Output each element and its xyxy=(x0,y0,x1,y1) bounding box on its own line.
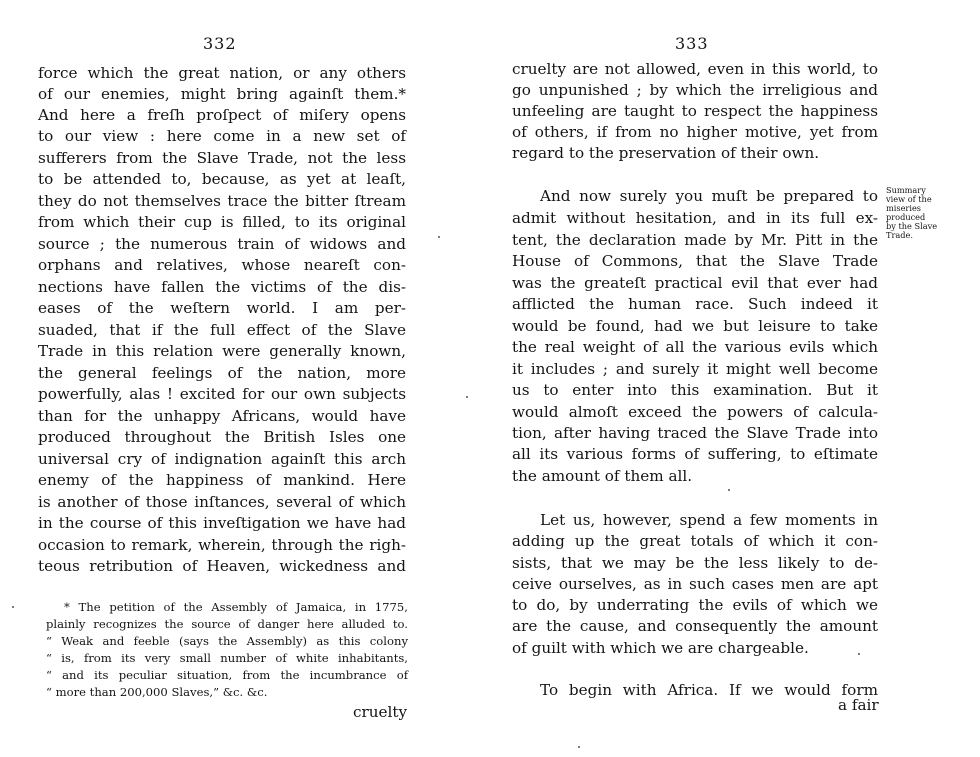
text-line: ceive ourselves, as in such cases men are apt xyxy=(512,575,878,593)
text-line: was the greateſt practical evil that ever had xyxy=(512,274,878,292)
text-line: teous retribution of Heaven, wickedness and xyxy=(38,557,406,575)
text-line: universal cry of indignation againſt this arch xyxy=(38,450,406,468)
text-line: than for the unhappy Africans, would have xyxy=(38,407,406,425)
marginal-note-line: view of the xyxy=(886,194,932,204)
text-line: occasion to remark, wherein, through the righ- xyxy=(38,536,406,554)
text-line: it includes ; and surely it might well become xyxy=(512,360,878,378)
text-line: Let us, however, spend a few moments in xyxy=(540,511,878,529)
text-line: And now surely you muſt be prepared to xyxy=(540,187,878,205)
text-line: would be found, had we but leisure to take xyxy=(512,317,878,335)
text-line: to our view : here come in a new set of xyxy=(38,127,406,145)
text-line: admit without hesitation, and in its full ex- xyxy=(512,209,878,227)
marginal-note xyxy=(886,186,950,240)
page-number: 332 xyxy=(203,34,237,53)
marginal-note-line: by the Slave xyxy=(886,221,938,231)
footnote-line: plainly recognizes the source of danger here alluded to. xyxy=(46,617,408,631)
footnote-line: “ Weak and feeble (says the Assembly) as this colony xyxy=(46,634,408,648)
page-number: 333 xyxy=(675,34,709,53)
marginal-note-line: Summary xyxy=(886,185,926,195)
text-line: regard to the preservation of their own. xyxy=(512,144,820,162)
text-line: all its various forms of suffering, to eſtimate xyxy=(512,445,878,463)
catchword: cruelty xyxy=(353,703,408,721)
footnote-line: “ and its peculiar situation, from the incumbrance of xyxy=(46,668,408,682)
text-line: to do, by underrating the evils of which we xyxy=(512,596,878,614)
text-line: produced throughout the British Isles one xyxy=(38,428,406,446)
text-line: powerfully, alas ! excited for our own subjects xyxy=(38,385,406,403)
scan-speck xyxy=(578,746,580,748)
text-line: adding up the great totals of which it con- xyxy=(512,532,878,550)
text-line: the real weight of all the various evils which xyxy=(512,338,878,356)
text-line: would almoſt exceed the powers of calcula- xyxy=(512,403,878,421)
text-line: afflicted the human race. Such indeed it xyxy=(512,295,878,313)
text-line: they do not themselves trace the bitter ſtream xyxy=(38,192,406,210)
text-line: tent, the declaration made by Mr. Pitt in the xyxy=(512,231,878,249)
text-line: To begin with Africa. If we would form xyxy=(540,681,878,699)
text-line: tion, after having traced the Slave Trade into xyxy=(512,424,878,442)
text-line: enemy of the happiness of mankind. Here xyxy=(38,471,406,489)
text-line: of our enemies, might bring againſt them.* xyxy=(38,85,406,103)
text-line: suaded, that if the full effect of the Slave xyxy=(38,321,406,339)
marginal-note-line: miseries xyxy=(886,203,922,213)
text-line: source ; the numerous train of widows and xyxy=(38,235,406,253)
text-line: of guilt with which we are chargeable. xyxy=(512,639,809,657)
text-line: sists, that we may be the less likely to de- xyxy=(512,554,878,572)
text-line: the general feelings of the nation, more xyxy=(38,364,406,382)
text-line: are the cause, and consequently the amount xyxy=(512,617,878,635)
text-line: nections have fallen the victims of the dis- xyxy=(38,278,406,296)
text-line: unfeeling are taught to respect the happiness xyxy=(512,102,878,120)
text-line: And here a freſh proſpect of miſery opens xyxy=(38,106,406,124)
text-line: us to enter into this examination. But it xyxy=(512,381,878,399)
catchword: a fair xyxy=(838,696,879,714)
scan-speck xyxy=(438,236,440,238)
text-line: sufferers from the Slave Trade, not the less xyxy=(38,149,406,167)
text-line: eases of the weſtern world. I am per- xyxy=(38,299,406,317)
scan-speck xyxy=(12,606,14,608)
text-line: the amount of them all. xyxy=(512,467,693,485)
text-line: in the course of this inveſtigation we have had xyxy=(38,514,406,532)
scan-speck xyxy=(728,489,730,491)
text-line: House of Commons, that the Slave Trade xyxy=(512,252,878,270)
text-line: orphans and relatives, whose neareſt con- xyxy=(38,256,406,274)
text-line: is another of those inſtances, several of which xyxy=(38,493,406,511)
footnote-line: * The petition of the Assembly of Jamaica, in 1775, xyxy=(64,600,408,614)
text-line: go unpunished ; by which the irreligious and xyxy=(512,81,878,99)
scan-speck xyxy=(466,396,468,398)
footnote-line: “ is, from its very small number of white inhabitants, xyxy=(46,651,408,665)
text-line: cruelty are not allowed, even in this world, to xyxy=(512,60,878,78)
marginal-note-line: produced xyxy=(886,212,926,222)
text-line: from which their cup is filled, to its original xyxy=(38,213,406,231)
text-line: to be attended to, because, as yet at leaſt, xyxy=(38,170,406,188)
text-line: Trade in this relation were generally known, xyxy=(38,342,406,360)
text-line: force which the great nation, or any others xyxy=(38,64,406,82)
scan-speck xyxy=(858,653,860,655)
footnote-line: “ more than 200,000 Slaves,” &c. &c. xyxy=(46,685,268,699)
marginal-note-line: Trade. xyxy=(886,230,913,240)
text-line: of others, if from no higher motive, yet from xyxy=(512,123,878,141)
